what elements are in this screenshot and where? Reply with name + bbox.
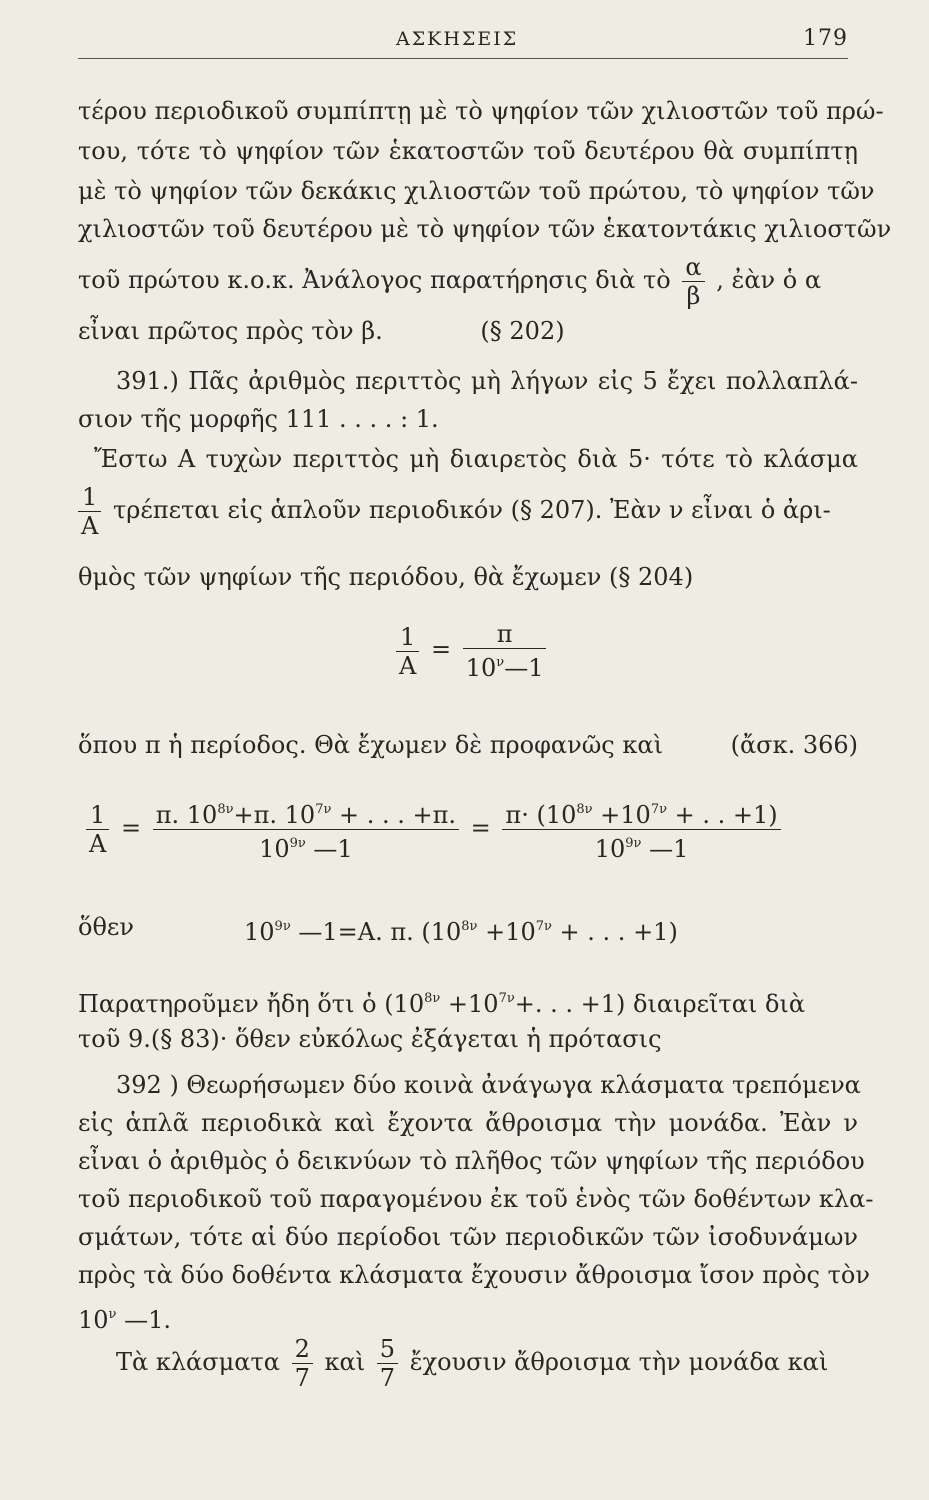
term: +. . . +1) διαιρεῖται διὰ: [514, 990, 806, 1018]
exponent: 7ν: [498, 991, 515, 1006]
fraction-pi-over-power: [463, 620, 547, 682]
equals-sign: =: [120, 814, 142, 842]
fraction-five-sevenths: [377, 1335, 398, 1392]
text-segment: ἔχουσιν ἄθροισμα τὴν μονάδα καὶ: [409, 1348, 829, 1376]
text-line: εἶναι ὁ ἀριθμὸς ὁ δεικνύων τὸ πλῆθος τῶν ψηφίων τῆς περιόδου: [78, 1147, 865, 1175]
exponent: 8ν: [217, 802, 234, 817]
section-reference: (§ 202): [480, 317, 565, 345]
text-segment: ὅπου π ἡ περίοδος. Θὰ ἔχωμεν δὲ προφανῶς καὶ: [78, 731, 663, 759]
fraction-numerator: 1: [400, 622, 416, 651]
exponent: 8ν: [461, 919, 478, 934]
text-line-with-fraction: [78, 482, 858, 540]
term: Παρατηροῦμεν ἤδη ὅτι ὁ (10: [78, 990, 425, 1018]
equation-2: [86, 796, 785, 863]
running-header: [78, 24, 848, 59]
term: +10: [592, 801, 651, 829]
text-line: τοῦ περιοδικοῦ τοῦ παραγομένου ἐκ τοῦ ἑνὸς τῶν δοθέντων κλα-: [78, 1185, 874, 1213]
text-segment: καὶ: [324, 1348, 366, 1376]
term: +π. 10: [233, 801, 316, 829]
text-segment: Τὰ κλάσματα: [116, 1348, 280, 1376]
term: —1.: [116, 1306, 171, 1334]
text-line: θμὸς τῶν ψηφίων τῆς περιόδου, θὰ ἔχωμεν (§ 204): [78, 563, 694, 591]
exercise-391-heading: 391.) Πᾶς ἀριθμὸς περιττὸς μὴ λήγων εἰς 5 ἔχει πολλαπλά-: [116, 367, 858, 395]
fraction-numerator: π: [496, 620, 513, 648]
fraction-numerator: 2: [294, 1335, 310, 1363]
base: 10: [594, 835, 626, 863]
fraction-denominator: [153, 829, 459, 863]
fraction-numerator: [153, 796, 459, 829]
text-line-with-fractions: [116, 1334, 858, 1392]
base: 10: [465, 654, 497, 682]
text-line: σμάτων, τότε αἱ δύο περίοδοι τῶν περιοδικῶν τῶν ἰσοδυνάμων: [78, 1223, 858, 1251]
fraction-one-over-a: [396, 623, 419, 680]
base: 10: [244, 918, 275, 946]
fraction-numerator: 5: [379, 1335, 396, 1363]
exponent: 9ν: [274, 919, 291, 934]
exponent: 7ν: [535, 919, 552, 934]
text-line: εἰς ἁπλᾶ περιοδικὰ καὶ ἔχοντα ἄθροισμα τὴν μονάδα. Ἐὰν ν: [78, 1109, 858, 1137]
fraction-two-sevenths: [292, 1335, 313, 1392]
text-segment: , ἐὰν ὁ α: [716, 266, 822, 294]
fraction-numerator: α: [685, 253, 702, 281]
fraction-one-over-a: [86, 801, 109, 858]
equation-body: [244, 912, 678, 947]
exercise-392-heading: 392 ) Θεωρήσωμεν δύο κοινὰ ἀνάγωγα κλάσματα τρεπόμενα: [116, 1071, 861, 1099]
term: π· (10: [505, 801, 577, 829]
equation-label: ὅθεν: [78, 913, 134, 941]
text-line-with-fraction: [78, 252, 858, 310]
fraction-denominator: [463, 648, 547, 682]
text-line: τέρου περιοδικοῦ συμπίπτῃ μὲ τὸ ψηφίον τῶν χιλιοστῶν τοῦ πρώ-: [78, 97, 884, 125]
fraction-one-over-a: [78, 483, 101, 540]
text-segment: τρέπεται εἰς ἁπλοῦν περιοδικόν (§ 207). Ἐὰν ν εἶναι ὁ ἀρι-: [112, 496, 831, 524]
term: +10: [477, 918, 536, 946]
term: +10: [440, 990, 499, 1018]
base: 10: [78, 1306, 109, 1334]
exponent: 9ν: [289, 836, 306, 851]
fraction-series-sum: [153, 796, 459, 863]
text-line: [78, 984, 858, 1019]
text-line: σιον τῆς μορφῆς 111 . . . . : 1.: [78, 405, 439, 433]
fraction-denominator: [502, 829, 780, 863]
equals-sign: =: [430, 635, 452, 664]
term: —1: [305, 835, 353, 863]
fraction-numerator: [502, 796, 780, 829]
term: + . . . +π.: [331, 801, 457, 829]
exponent: ν: [496, 655, 505, 670]
fraction-denominator: 7: [292, 1363, 313, 1392]
text-line: [78, 730, 858, 760]
exponent: 7ν: [315, 802, 332, 817]
fraction-alpha-beta: [682, 253, 704, 310]
page-number: 179: [803, 26, 848, 51]
fraction-denominator: Α: [86, 829, 109, 858]
term: + . . . +1): [551, 918, 678, 946]
equation-1: [392, 620, 550, 682]
term: —1: [504, 654, 544, 682]
text-line: του, τότε τὸ ψηφίον τῶν ἑκατοστῶν τοῦ δευτέρου θὰ συμπίπτῃ: [78, 137, 858, 165]
text-line: τοῦ 9.(§ 83)· ὅθεν εὐκόλως ἐξάγεται ἡ πρότασις: [78, 1025, 662, 1053]
exponent: 9ν: [625, 836, 642, 851]
term: π. 10: [155, 801, 218, 829]
exponent: 8ν: [576, 802, 593, 817]
text-line: μὲ τὸ ψηφίον τῶν δεκάκις χιλιοστῶν τοῦ πρώτου, τὸ ψηφίον τῶν: [78, 177, 875, 205]
fraction-denominator: β: [682, 281, 704, 310]
term: + . . +1): [667, 801, 778, 829]
text-line: [78, 316, 858, 346]
fraction-denominator: Α: [396, 651, 419, 680]
text-line: πρὸς τὰ δύο δοθέντα κλάσματα ἔχουσιν ἄθροισμα ἴσον πρὸς τὸν: [78, 1261, 870, 1289]
text-segment: εἶναι πρῶτος πρὸς τὸν β.: [78, 317, 383, 345]
exponent: 7ν: [650, 802, 668, 817]
text-line: [78, 1300, 858, 1335]
exponent: 8ν: [424, 991, 441, 1006]
text-segment: τοῦ πρώτου κ.ο.κ. Ἀνάλογος παρατήρησις διὰ τὸ: [78, 266, 671, 294]
equation-3: [78, 912, 858, 946]
exponent: ν: [108, 1307, 117, 1322]
term: —1=Α. π. (10: [290, 918, 462, 946]
equals-sign: =: [470, 814, 491, 842]
text-line: χιλιοστῶν τοῦ δευτέρου μὲ τὸ ψηφίον τῶν ἑκατοντάκις χιλιοστῶν: [78, 215, 892, 243]
header-title: ΑΣΚΗΣΕΙΣ: [396, 28, 519, 50]
term: —1: [641, 835, 689, 863]
base: 10: [259, 835, 290, 863]
fraction-denominator: Α: [78, 511, 101, 540]
fraction-factored: [502, 796, 780, 863]
text-line: Ἔστω Α τυχὼν περιττὸς μὴ διαιρετὸς διὰ 5· τότε τὸ κλάσμα: [94, 445, 858, 473]
fraction-denominator: 7: [377, 1363, 398, 1392]
fraction-numerator: 1: [82, 483, 98, 511]
exercise-reference: (ἄσκ. 366): [730, 731, 858, 759]
fraction-numerator: 1: [90, 801, 106, 829]
